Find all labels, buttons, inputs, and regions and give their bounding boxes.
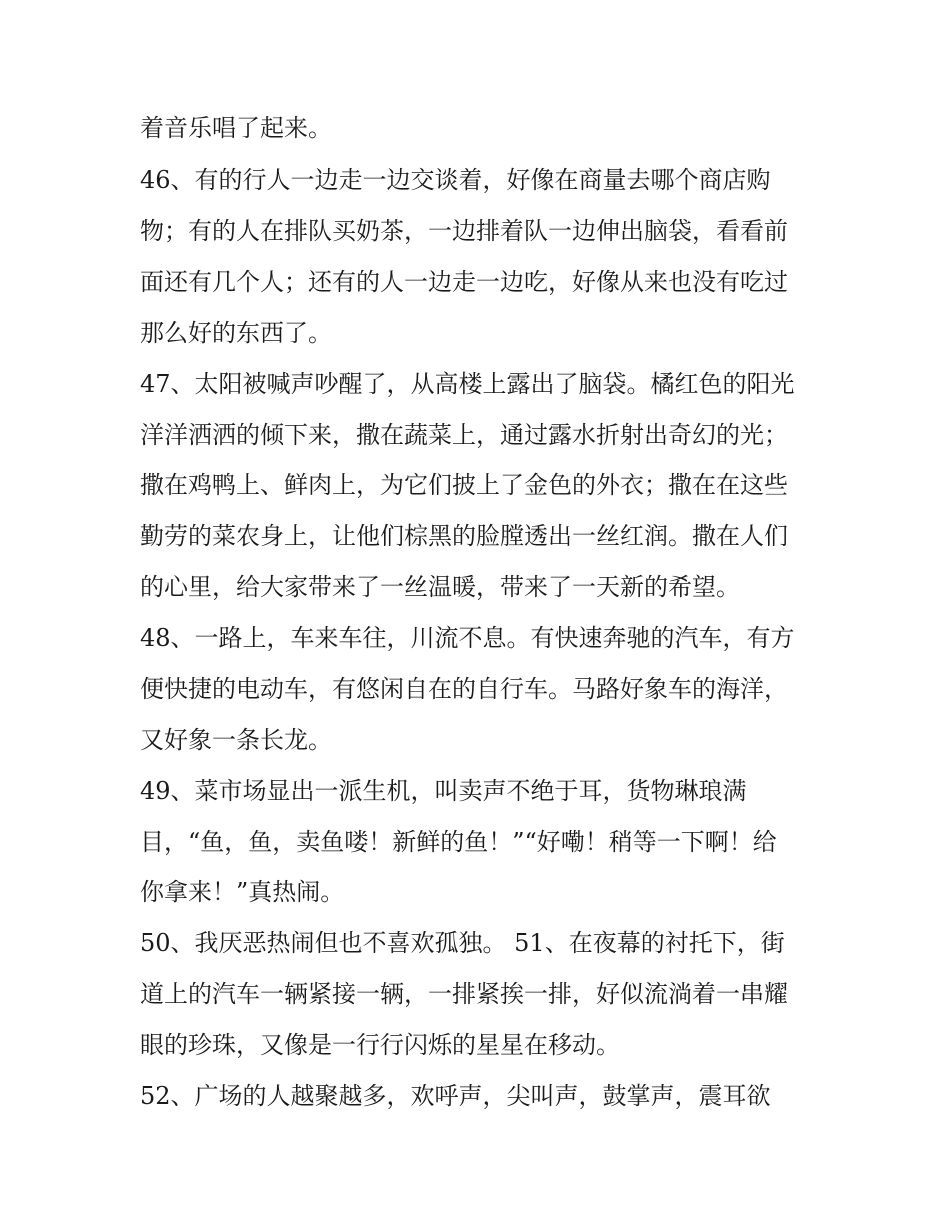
- text-line: 48、一路上，车来车往，川流不息。有快速奔驰的汽车，有方: [140, 624, 795, 652]
- text-line: 面还有几个人；还有的人一边走一边吃，好像从来也没有吃过: [140, 268, 788, 296]
- text-line: 47、太阳被喊声吵醒了，从高楼上露出了脑袋。橘红色的阳光: [140, 370, 795, 398]
- text-line: 洋洋洒洒的倾下来，撒在蔬菜上，通过露水折射出奇幻的光；: [140, 421, 788, 449]
- text-line: 物；有的人在排队买奶茶，一边排着队一边伸出脑袋，看看前: [140, 217, 788, 245]
- text-line: 又好象一条长龙。: [140, 726, 332, 754]
- text-line: 目，“鱼，鱼，卖鱼喽！新鲜的鱼！”“好嘞！稍等一下啊！给: [140, 828, 777, 856]
- text-line: 50、我厌恶热闹但也不喜欢孤独。 51、在夜幕的衬托下，街: [140, 929, 785, 957]
- text-line: 撒在鸡鸭上、鲜肉上，为它们披上了金色的外衣；撒在在这些: [140, 471, 788, 499]
- text-line: 着音乐唱了起来。: [140, 114, 332, 142]
- text-line: 眼的珍珠，又像是一行行闪烁的星星在移动。: [140, 1031, 620, 1059]
- text-line: 的心里，给大家带来了一丝温暖，带来了一天新的希望。: [140, 573, 740, 601]
- text-line: 勤劳的菜农身上，让他们棕黑的脸膛透出一丝红润。撒在人们: [140, 522, 788, 550]
- text-line: 49、菜市场显出一派生机，叫卖声不绝于耳，货物琳琅满: [140, 777, 747, 805]
- text-line: 46、有的行人一边走一边交谈着，好像在商量去哪个商店购: [140, 166, 771, 194]
- text-line: 你拿来！”真热闹。: [140, 878, 345, 906]
- text-line: 道上的汽车一辆紧接一辆，一排紧挨一排，好似流淌着一串耀: [140, 980, 788, 1008]
- text-line: 那么好的东西了。: [140, 319, 332, 347]
- text-line: 52、广场的人越聚越多，欢呼声，尖叫声，鼓掌声，震耳欲: [140, 1082, 771, 1110]
- text-line: 便快捷的电动车，有悠闲自在的自行车。马路好象车的海洋，: [140, 675, 788, 703]
